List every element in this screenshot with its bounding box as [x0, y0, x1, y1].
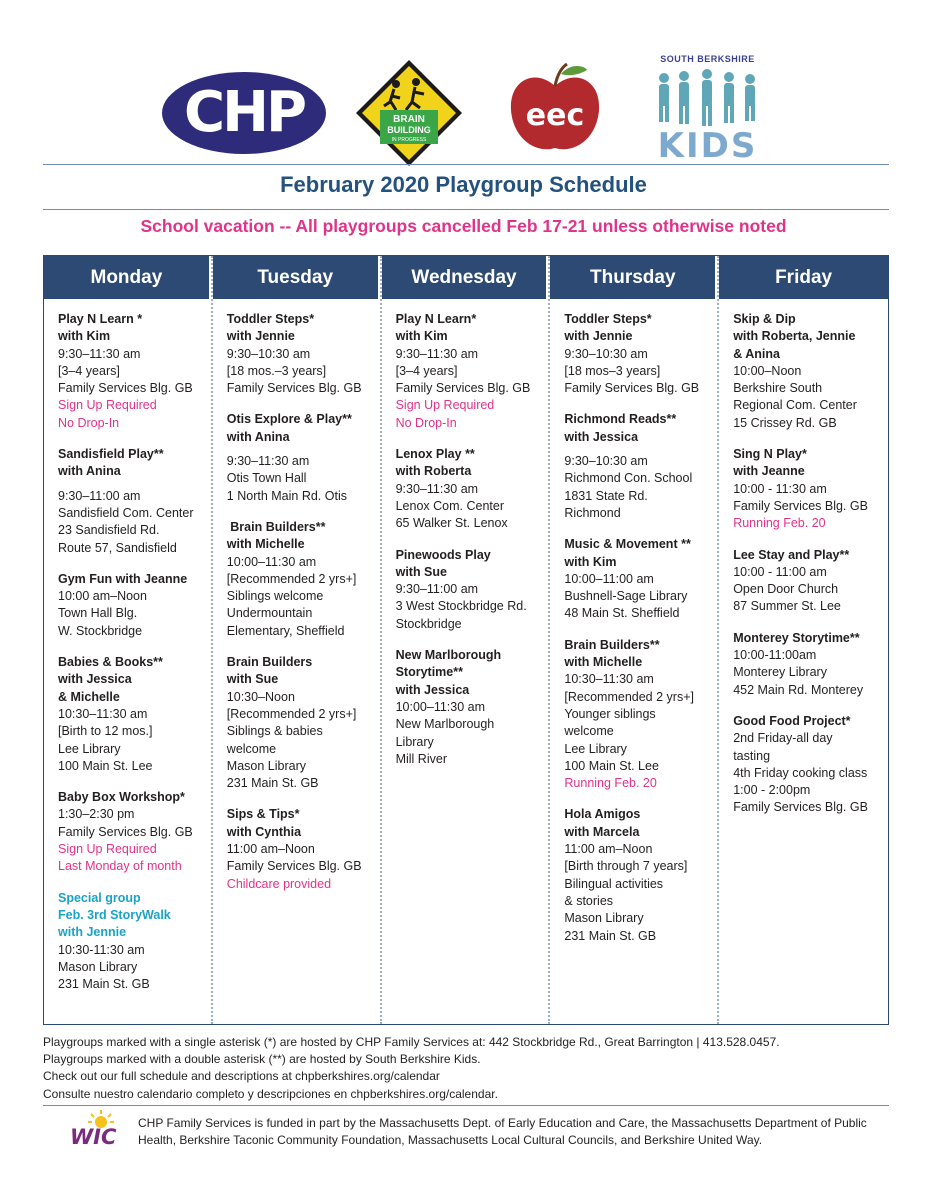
playgroup-detail: welcome: [226, 741, 277, 756]
playgroup-entry: [733, 547, 880, 616]
playgroup-title: with Jennie: [564, 329, 633, 344]
playgroup-detail: 10:00 - 11:00 am: [733, 564, 827, 579]
playgroup-detail: 10:00–11:30 am: [395, 699, 486, 714]
playgroup-entry: [396, 547, 541, 633]
playgroup-title: Otis Explore & Play**: [226, 412, 352, 427]
playgroup-detail: [Recommended 2 yrs+]: [564, 689, 694, 704]
playgroup-title: with Jennie: [226, 329, 295, 344]
vacation-notice: School vacation -- All playgroups cancelled Feb 17-21 unless otherwise noted: [140, 216, 787, 236]
playgroup-entry: [227, 519, 372, 640]
playgroup-entry: [564, 536, 709, 622]
special-group-title: with Jennie: [58, 925, 127, 940]
playgroup-entry: [396, 446, 541, 532]
playgroup-entry: [396, 311, 541, 432]
playgroup-title: with Anina: [58, 464, 121, 479]
playgroup-note: Sign Up Required: [58, 842, 157, 857]
playgroup-title: Lenox Play **: [395, 447, 475, 462]
special-group-title: Feb. 3rd StoryWalk: [58, 907, 171, 922]
playgroup-title: Richmond Reads**: [564, 412, 677, 427]
day-column-friday: [719, 256, 888, 1024]
page-title: February 2020 Playgroup Schedule: [280, 172, 647, 197]
wic-logo-text: WIC: [70, 1125, 117, 1149]
playgroup-detail: 231 Main St. GB: [226, 776, 319, 791]
playgroup-detail: Otis Town Hall: [226, 471, 307, 486]
playgroup-detail: Bushnell-Sage Library: [564, 589, 688, 604]
playgroup-detail: 10:30–Noon: [226, 689, 295, 704]
playgroup-title: with Roberta: [395, 464, 472, 479]
playgroup-title: Storytime**: [395, 665, 463, 680]
south-berkshire-kids-logo: [650, 54, 765, 166]
brain-logo-line-1: BRAIN: [393, 114, 425, 125]
playgroup-detail: 15 Crissey Rd. GB: [733, 415, 837, 430]
playgroup-note: Last Monday of month: [58, 859, 182, 874]
playgroup-detail: [Recommended 2 yrs+]: [226, 571, 357, 586]
playgroup-entry: [733, 713, 880, 817]
playgroup-entry: [58, 789, 203, 875]
playgroup-detail: 9:30–11:00 am: [58, 488, 141, 503]
playgroup-detail: 9:30–10:30 am: [226, 346, 311, 361]
playgroup-detail: [Recommended 2 yrs+]: [226, 706, 357, 721]
playgroup-detail: Regional Com. Center: [733, 398, 857, 413]
playgroup-detail: Younger siblings: [564, 706, 656, 721]
playgroup-title: Lee Stay and Play**: [733, 547, 850, 562]
playgroup-entry: [396, 647, 541, 768]
playgroup-note: Running Feb. 20: [733, 516, 826, 531]
playgroup-title: with Sue: [395, 564, 447, 579]
sbk-logo-kids: KIDS: [657, 126, 758, 166]
playgroup-detail: 10:00–Noon: [733, 363, 802, 378]
playgroup-detail: Family Services Blg. GB: [226, 381, 362, 396]
playgroup-detail: 65 Walker St. Lenox: [395, 516, 508, 531]
playgroup-title: & Michelle: [58, 689, 120, 704]
playgroup-title: Music & Movement **: [564, 537, 691, 552]
playgroup-detail: 10:00-11:00am: [733, 648, 817, 663]
playgroup-detail: Family Services Blg. GB: [226, 859, 362, 874]
playgroup-detail: 9:30–11:00 am: [395, 582, 479, 597]
playgroup-detail: 4th Friday cooking class: [733, 765, 868, 780]
playgroup-title: with Jessica: [395, 682, 470, 697]
day-entries: [382, 299, 549, 768]
playgroup-detail: Sandisfield Com. Center: [58, 505, 194, 520]
playgroup-entry: [733, 630, 880, 699]
playgroup-title: Baby Box Workshop*: [58, 790, 185, 805]
playgroup-detail: 231 Main St. GB: [564, 928, 657, 943]
entry-spacer: [227, 446, 372, 453]
brain-building-logo: [354, 58, 464, 168]
playgroup-detail: Berkshire South: [733, 381, 823, 396]
playgroup-title: with Jeanne: [733, 464, 805, 479]
playgroup-entry: [58, 571, 203, 640]
playgroup-detail: Lenox Com. Center: [395, 498, 504, 513]
playgroup-detail: [Birth through 7 years]: [564, 859, 688, 874]
playgroup-detail: Town Hall Blg.: [58, 606, 138, 621]
playgroup-detail: 87 Summer St. Lee: [733, 599, 841, 614]
playgroup-detail: 9:30–10:30 am: [564, 346, 648, 361]
playgroup-title: Sips & Tips*: [226, 807, 300, 822]
playgroup-detail: 9:30–11:30 am: [395, 481, 479, 496]
day-column-monday: [44, 256, 213, 1024]
playgroup-detail: Undermountain: [226, 606, 313, 621]
playgroup-detail: Siblings & babies: [226, 724, 323, 739]
playgroup-detail: Lee Library: [564, 741, 627, 756]
playgroup-detail: Richmond Con. School: [564, 471, 693, 486]
playgroup-entry: [58, 890, 203, 994]
playgroup-entry: [733, 446, 880, 532]
playgroup-detail: Mason Library: [58, 959, 138, 974]
playgroup-detail: 23 Sandisfield Rd.: [58, 523, 160, 538]
playgroup-detail: 48 Main St. Sheffield: [564, 606, 680, 621]
playgroup-detail: 11:00 am–Noon: [226, 842, 315, 857]
footer-notes: [43, 1034, 889, 1103]
brain-logo-line-3: IN PROGRESS: [391, 137, 427, 143]
playgroup-detail: 9:30–10:30 am: [564, 454, 648, 469]
playgroup-detail: 10:30–11:30 am: [564, 672, 654, 687]
playgroup-entry: [58, 311, 203, 432]
entry-spacer: [58, 481, 203, 488]
playgroup-detail: Mason Library: [564, 911, 644, 926]
playgroup-entry: [564, 637, 709, 793]
playgroup-detail: 100 Main St. Lee: [564, 758, 659, 773]
playgroup-entry: [58, 654, 203, 775]
playgroup-title: with Kim: [395, 329, 448, 344]
playgroup-note: Sign Up Required: [58, 398, 157, 413]
playgroup-detail: Bilingual activities: [564, 876, 664, 891]
special-group-title: Special group: [58, 890, 141, 905]
playgroup-detail: tasting: [733, 748, 771, 763]
day-header: Wednesday: [382, 256, 549, 299]
playgroup-detail: Mason Library: [226, 758, 306, 773]
playgroup-title: with Cynthia: [226, 824, 302, 839]
footer-rule: [43, 1105, 889, 1106]
day-column-tuesday: [213, 256, 382, 1024]
playgroup-detail: Monterey Library: [733, 665, 827, 680]
day-entries: [550, 299, 717, 945]
playgroup-detail: 3 West Stockbridge Rd.: [395, 599, 527, 614]
playgroup-title: Play N Learn *: [58, 312, 143, 326]
footer-note-line: Playgroups marked with a single asterisk (*) are hosted by CHP Family Services at: 442 Stockbridge Rd., Great Barrington | 413.528.0457.: [43, 1035, 780, 1049]
playgroup-detail: Family Services Blg. GB: [733, 800, 868, 815]
children-silhouette-icon: [652, 68, 763, 128]
day-header: Monday: [44, 256, 211, 299]
day-header: Friday: [719, 256, 888, 299]
playgroup-title: with Jessica: [58, 672, 132, 687]
entry-spacer: [564, 446, 709, 453]
playgroup-detail: 100 Main St. Lee: [58, 758, 153, 773]
playgroup-note: No Drop-In: [395, 415, 457, 430]
playgroup-detail: 231 Main St. GB: [58, 977, 150, 992]
playgroup-detail: Family Services Blg. GB: [58, 381, 193, 396]
playgroup-entry: [227, 654, 372, 792]
playgroup-title: Sandisfield Play**: [58, 447, 164, 462]
playgroup-detail: Library: [395, 734, 434, 749]
playgroup-title: New Marlborough: [395, 648, 502, 663]
playgroup-title: Toddler Steps*: [564, 312, 652, 326]
playgroup-title: Gym Fun with Jeanne: [58, 571, 188, 586]
playgroup-detail: Family Services Blg. GB: [58, 824, 193, 839]
header-rule-top: [43, 164, 889, 165]
footer-note-line: Consulte nuestro calendario completo y descripciones en chpberkshires.org/calendar.: [43, 1086, 498, 1101]
day-column-wednesday: [382, 256, 551, 1024]
funding-statement: CHP Family Services is funded in part by the Massachusetts Dept. of Early Education and Care, the Massachusetts Department of Public Health, Berkshire Taconic Community Foundation, Massachusetts Local Cultural Councils, and Berkshire United Way.: [138, 1116, 867, 1147]
playgroup-title: with Kim: [564, 554, 617, 569]
playgroup-detail: Route 57, Sandisfield: [58, 540, 177, 555]
playgroup-title: Skip & Dip: [733, 312, 796, 326]
playgroup-detail: 9:30–11:30 am: [395, 346, 479, 361]
playgroup-title: Monterey Storytime**: [733, 630, 860, 645]
playgroup-detail: & stories: [564, 893, 614, 908]
playgroup-title: with Kim: [58, 329, 111, 344]
playgroup-detail: Open Door Church: [733, 582, 839, 597]
playgroup-title: with Michelle: [226, 537, 305, 552]
playgroup-detail: Family Services Blg. GB: [564, 381, 700, 396]
playgroup-detail: 9:30–11:30 am: [58, 346, 141, 361]
playgroup-entry: [733, 311, 880, 432]
playgroup-note: Sign Up Required: [395, 398, 495, 413]
day-entries: [44, 299, 211, 993]
playgroup-title: with Roberta, Jennie: [733, 329, 856, 344]
playgroup-detail: Family Services Blg. GB: [395, 381, 531, 396]
day-entries: [719, 299, 888, 817]
playgroup-title: with Jessica: [564, 429, 639, 444]
playgroup-title: Hola Amigos: [564, 807, 641, 822]
playgroup-title: with Anina: [226, 429, 290, 444]
wic-logo: [66, 1110, 122, 1154]
playgroup-detail: Stockbridge: [395, 616, 462, 631]
playgroup-detail: [18 mos.–3 years]: [226, 363, 327, 378]
footer-note-line: Playgroups marked with a double asterisk (**) are hosted by South Berkshire Kids.: [43, 1052, 481, 1067]
playgroup-detail: 1831 State Rd.: [564, 488, 648, 503]
playgroup-title: & Anina: [733, 346, 780, 361]
playgroup-detail: 9:30–11:30 am: [226, 454, 310, 469]
playgroup-detail: [18 mos–3 years]: [564, 363, 661, 378]
playgroup-title: Babies & Books**: [58, 655, 163, 670]
playgroup-title: Pinewoods Play: [395, 547, 491, 562]
playgroup-detail: Richmond: [564, 505, 621, 520]
playgroup-title: Good Food Project*: [733, 713, 851, 728]
playgroup-detail: 1:30–2:30 pm: [58, 807, 135, 822]
playgroup-detail: 2nd Friday-all day: [733, 731, 833, 746]
eec-logo: [505, 58, 605, 158]
playgroup-detail: 11:00 am–Noon: [564, 842, 653, 857]
playgroup-detail: [3–4 years]: [395, 363, 458, 378]
sbk-logo-top: SOUTH BERKSHIRE: [660, 54, 755, 64]
eec-logo-text: eec: [525, 98, 585, 133]
playgroup-entry: [58, 446, 203, 557]
playgroup-detail: Lee Library: [58, 741, 121, 756]
playgroup-detail: Mill River: [395, 751, 447, 766]
playgroup-title: with Marcela: [564, 824, 640, 839]
playgroup-detail: 10:00–11:00 am: [564, 571, 654, 586]
playgroup-detail: [3–4 years]: [58, 363, 120, 378]
playgroup-note: Running Feb. 20: [564, 776, 657, 791]
playgroup-title: Play N Learn*: [395, 312, 477, 326]
playgroup-entry: [564, 411, 709, 522]
playgroup-detail: welcome: [564, 724, 614, 739]
playgroup-title: with Michelle: [564, 655, 643, 670]
playgroup-detail: 10:00–11:30 am: [226, 554, 317, 569]
playgroup-entry: [564, 806, 709, 944]
playgroup-title: with Sue: [226, 672, 279, 687]
playgroup-detail: Elementary, Sheffield: [226, 623, 345, 638]
playgroup-title: Brain Builders**: [226, 519, 326, 534]
playgroup-entry: [227, 806, 372, 892]
playgroup-detail: 452 Main Rd. Monterey: [733, 682, 864, 697]
day-column-thursday: [550, 256, 719, 1024]
playgroup-detail: 10:00 - 11:30 am: [733, 481, 827, 496]
playgroup-detail: 10:00 am–Noon: [58, 589, 147, 604]
playgroup-detail: 1:00 - 2:00pm: [733, 783, 811, 798]
playgroup-detail: 1 North Main Rd. Otis: [226, 488, 347, 503]
playgroup-detail: [Birth to 12 mos.]: [58, 724, 153, 739]
playgroup-detail: Siblings welcome: [226, 589, 324, 604]
playgroup-note: Childcare provided: [226, 876, 332, 891]
playgroup-entry: [227, 411, 372, 504]
logo-row: [0, 48, 927, 166]
day-header: Tuesday: [213, 256, 380, 299]
playgroup-title: Toddler Steps*: [226, 312, 315, 326]
header-rule-bottom: [43, 209, 889, 210]
playgroup-detail: Family Services Blg. GB: [733, 498, 868, 513]
playgroup-entry: [227, 311, 372, 397]
playgroup-entry: [564, 311, 709, 397]
playgroup-detail: 10:30-11:30 am: [58, 942, 145, 957]
playgroup-title: Brain Builders**: [564, 637, 660, 652]
playgroup-note: No Drop-In: [58, 415, 120, 430]
playgroup-title: Sing N Play*: [733, 447, 807, 462]
brain-logo-line-2: BUILDING: [387, 125, 431, 135]
playgroup-detail: New Marlborough: [395, 717, 495, 732]
day-entries: [213, 299, 380, 893]
chp-logo: CHP: [162, 72, 326, 154]
footer-note-line: Check out our full schedule and descriptions at chpberkshires.org/calendar: [43, 1069, 440, 1084]
playgroup-detail: 10:30–11:30 am: [58, 706, 148, 721]
playgroup-detail: W. Stockbridge: [58, 623, 143, 638]
schedule-grid: [43, 255, 889, 1025]
day-header: Thursday: [550, 256, 717, 299]
playgroup-title: Brain Builders: [226, 655, 313, 670]
